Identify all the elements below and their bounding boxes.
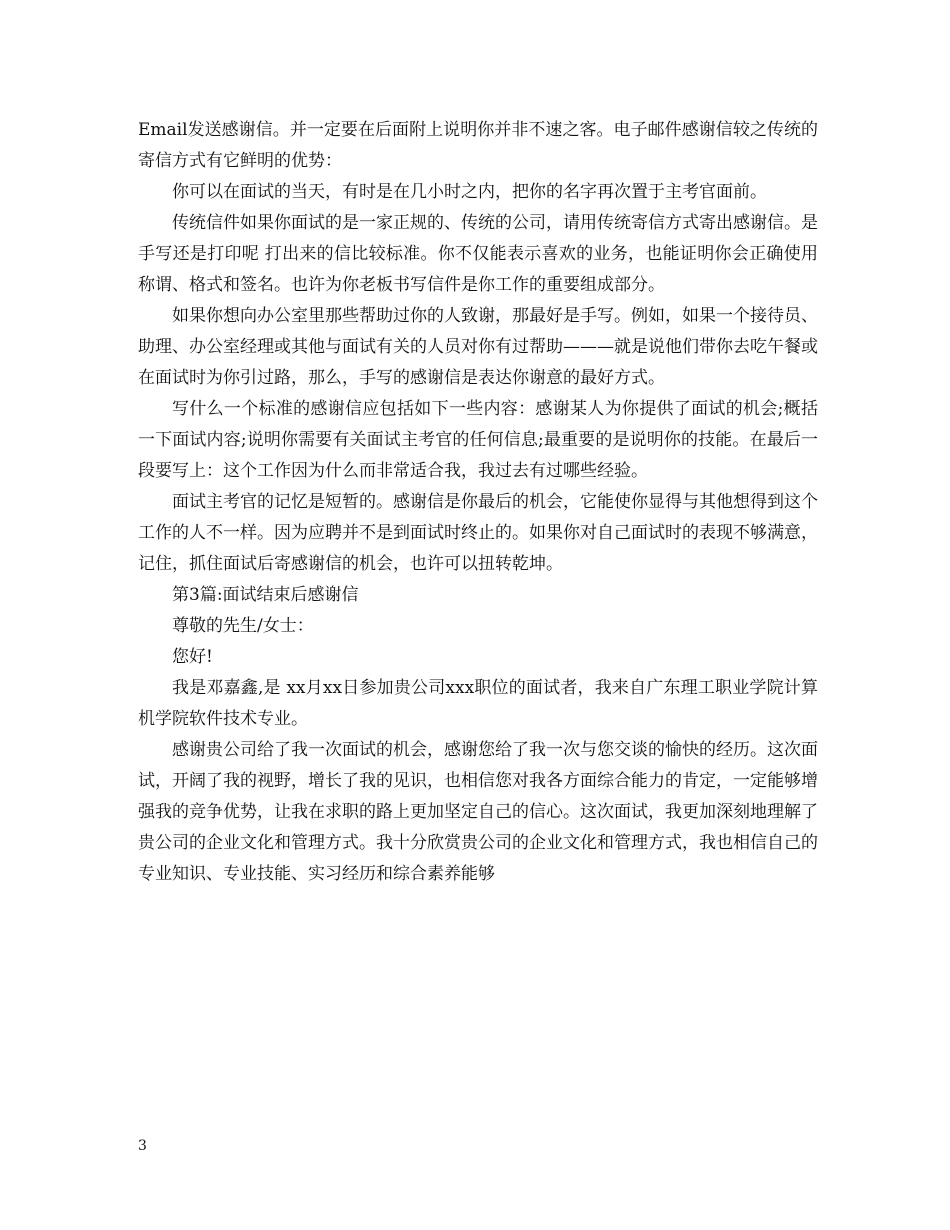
- paragraph-what-to-write: 写什么一个标准的感谢信应包括如下一些内容：感谢某人为你提供了面试的机会;概括一下面试内容;说明你需要有关面试主考官的任何信息;最重要的是说明你的技能。在最后一段要写上：这个工作因为什么而非常适合我，我过去有过哪些经验。: [138, 399, 818, 481]
- paragraph-memory-short: 面试主考官的记忆是短暂的。感谢信是你最后的机会，它能使你显得与其他想得到这个工作的人不一样。因为应聘并不是到面试时终止的。如果你对自己面试时的表现不够满意，记住，抓住面试后寄感谢信的机会，也许可以扭转乾坤。: [138, 492, 818, 574]
- paragraph-handwritten-thanks: 如果你想向办公室里那些帮助过你的人致谢，那最好是手写。例如，如果一个接待员、助理、办公室经理或其他与面试有关的人员对你有过帮助———就是说他们带你去吃午餐或在面试时为你引过路，那么，手写的感谢信是表达你谢意的最好方式。: [138, 306, 818, 388]
- paragraph-traditional-letter: 传统信件如果你面试的是一家正规的、传统的公司，请用传统寄信方式寄出感谢信。是手写还是打印呢 打出来的信比较标准。你不仅能表示喜欢的业务，也能证明你会正确使用称谓、格式和签名。也许为你老板书写信件是你工作的重要组成部分。: [138, 213, 818, 295]
- letter-introduction: 我是邓嘉鑫,是 xx月xx日参加贵公司xxx职位的面试者，我来自广东理工职业学院计算机学院软件技术专业。: [138, 678, 818, 729]
- letter-body: 感谢贵公司给了我一次面试的机会，感谢您给了我一次与您交谈的愉快的经历。这次面试，开阔了我的视野，增长了我的见识，也相信您对我各方面综合能力的肯定，一定能够增强我的竞争优势，让我在求职的路上更加坚定自己的信心。这次面试，我更加深刻地理解了贵公司的企业文化和管理方式。我十分欣赏贵公司的企业文化和管理方式，我也相信自己的专业知识、专业技能、实习经历和综合素养能够: [138, 740, 818, 884]
- document-body: [138, 115, 818, 890]
- paragraph-same-day: 你可以在面试的当天，有时是在几小时之内，把你的名字再次置于主考官面前。: [172, 182, 767, 202]
- letter-greeting: 您好!: [172, 647, 213, 667]
- section-heading: 第3篇:面试结束后感谢信: [172, 585, 359, 605]
- letter-salutation: 尊敬的先生/女士：: [172, 616, 314, 636]
- page-number: 3: [138, 1138, 147, 1154]
- paragraph-email-advantage: Email发送感谢信。并一定要在后面附上说明你并非不速之客。电子邮件感谢信较之传统的寄信方式有它鲜明的优势：: [138, 120, 818, 171]
